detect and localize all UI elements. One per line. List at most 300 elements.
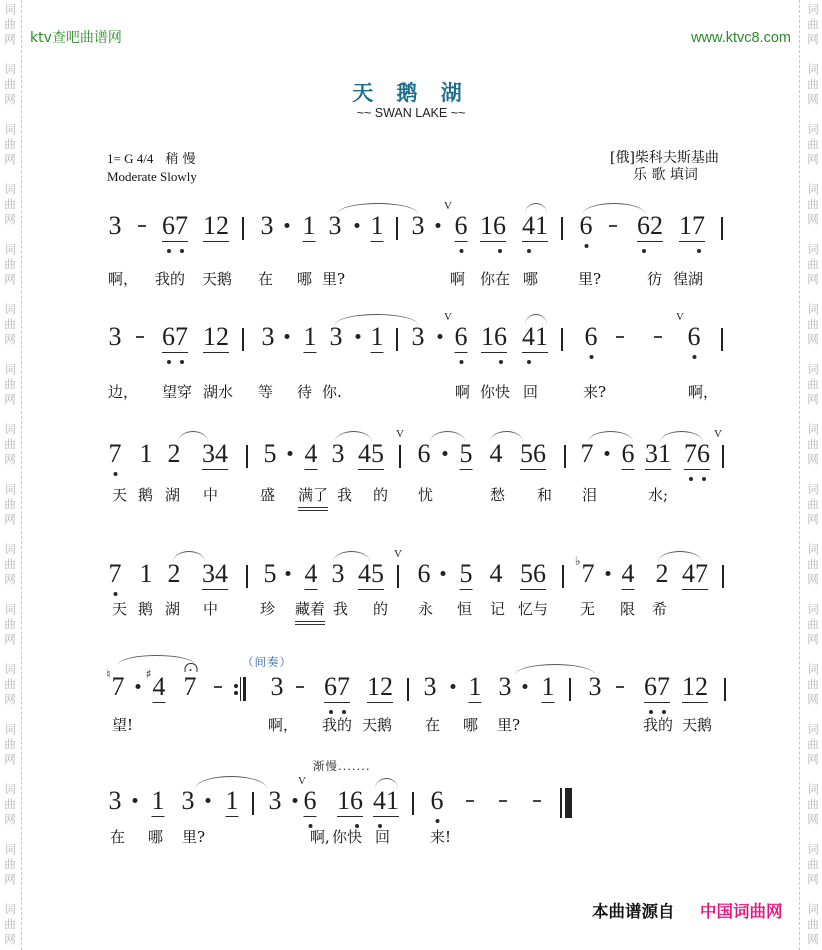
note xyxy=(520,441,546,467)
note xyxy=(109,441,122,467)
note-digit: 6 xyxy=(324,672,337,701)
site-brand: ktv查吧曲谱网 xyxy=(30,30,122,46)
key-signature-meter: 1= G 4/4 xyxy=(107,151,154,166)
note-digit: 1 xyxy=(658,439,671,468)
note xyxy=(481,324,507,350)
note-digit: 7 xyxy=(108,559,122,588)
barline xyxy=(246,565,248,588)
note-digit: 5 xyxy=(520,439,533,468)
slur-arc xyxy=(583,203,645,214)
note-digit: 1 xyxy=(139,559,153,588)
note xyxy=(542,674,555,700)
lyrics-line xyxy=(0,271,822,291)
lyric-word: 边， xyxy=(108,383,139,401)
lyric-word: 湖水 xyxy=(203,383,234,401)
final-barline xyxy=(560,788,572,818)
note-digit: 6 xyxy=(533,559,546,588)
lyric-word: 希 xyxy=(652,600,668,618)
note xyxy=(202,561,228,587)
augmentation-dot xyxy=(286,571,291,576)
augmentation-dot xyxy=(523,684,528,689)
lyric-word: 你快 xyxy=(480,383,511,401)
note-digit: 4 xyxy=(373,786,386,815)
note-digit: 5 xyxy=(371,559,384,588)
note-digit: 4 xyxy=(215,439,228,468)
lyric-word: 等 xyxy=(258,383,274,401)
lyric-word: 来? xyxy=(583,383,607,401)
barline xyxy=(396,217,398,240)
note-digit: 3 xyxy=(261,322,275,351)
watermark-char: 网 xyxy=(807,452,819,466)
lyric-word: 里? xyxy=(497,716,521,734)
lyric-word: 湖 xyxy=(165,600,181,618)
slur-arc xyxy=(660,431,703,442)
note-digit: 2 xyxy=(216,322,229,351)
watermark-char: 词 xyxy=(807,722,819,736)
watermark-char: 网 xyxy=(807,212,819,226)
note xyxy=(367,674,393,700)
note-digit: 7 xyxy=(175,322,188,351)
note-digit: 3 xyxy=(202,559,215,588)
lyric-word: 啊， xyxy=(688,383,719,401)
note-digit: 7 xyxy=(692,211,705,240)
score-line xyxy=(0,200,822,253)
lyric-word: 天鹅 xyxy=(362,716,393,734)
watermark-char: 曲 xyxy=(4,917,16,931)
lyric-word: 鹅 xyxy=(138,600,154,618)
watermark-char: 词 xyxy=(4,122,16,136)
note-digit: 3 xyxy=(329,322,343,351)
note-digit: 2 xyxy=(695,672,708,701)
lyric-word: 水; xyxy=(648,486,669,504)
watermark-char: 词 xyxy=(807,422,819,436)
breath-mark-icon: V xyxy=(444,200,452,212)
note xyxy=(637,213,663,239)
site-url: www.ktvc8.com xyxy=(691,30,791,46)
note-digit: 3 xyxy=(108,211,122,240)
note-digit: 6 xyxy=(493,211,506,240)
watermark-char: 词 xyxy=(807,242,819,256)
watermark-char: 网 xyxy=(807,632,819,646)
barline xyxy=(722,445,724,468)
note xyxy=(585,324,598,350)
note xyxy=(269,788,282,814)
watermark-char: 曲 xyxy=(4,677,16,691)
barline xyxy=(562,565,564,588)
lyric-word: 哪 xyxy=(148,828,164,846)
watermark-char: 网 xyxy=(807,152,819,166)
lyric-word: 哪 xyxy=(297,270,313,288)
note xyxy=(371,324,384,350)
note-digit: 7 xyxy=(111,672,125,701)
note-digit: 2 xyxy=(655,559,669,588)
note xyxy=(332,441,345,467)
breath-mark-icon: V xyxy=(394,548,402,560)
lyric-word: 无 xyxy=(580,600,596,618)
note-digit: 3 xyxy=(268,786,282,815)
watermark-char: 曲 xyxy=(4,377,16,391)
note xyxy=(324,674,350,700)
watermark-char: 网 xyxy=(807,272,819,286)
note xyxy=(162,324,188,350)
lyric-word: 里? xyxy=(182,828,206,846)
lyric-word: 永 xyxy=(418,600,434,618)
note xyxy=(109,788,122,814)
note-digit: 5 xyxy=(263,439,277,468)
watermark-char: 网 xyxy=(4,512,16,526)
note-digit: 6 xyxy=(162,211,175,240)
note-digit: 1 xyxy=(480,211,493,240)
lyric-word: 天鹅 xyxy=(202,270,233,288)
lyric-word: 记 xyxy=(490,600,506,618)
note xyxy=(480,213,506,239)
watermark-char: 网 xyxy=(807,932,819,946)
note xyxy=(330,324,343,350)
note xyxy=(109,213,122,239)
note-digit: 3 xyxy=(331,439,345,468)
extension-dash xyxy=(499,800,507,802)
lyric-word: 忆与 xyxy=(518,600,549,618)
note xyxy=(682,561,708,587)
note xyxy=(305,441,318,467)
watermark-char: 曲 xyxy=(807,677,819,691)
lyric-word: 限 xyxy=(620,600,636,618)
note-digit: 6 xyxy=(454,211,468,240)
note xyxy=(580,213,593,239)
lyric-word: 待 xyxy=(297,383,313,401)
watermark-char: 曲 xyxy=(4,557,16,571)
lyric-word: 在 xyxy=(425,716,441,734)
breath-mark-icon: V xyxy=(444,311,452,323)
note-digit: 1 xyxy=(337,786,350,815)
sharp-icon: ♯ xyxy=(145,667,152,681)
watermark-char: 曲 xyxy=(807,497,819,511)
augmentation-dot xyxy=(285,223,290,228)
note-digit: 7 xyxy=(175,211,188,240)
lyric-word: 你在 xyxy=(480,270,511,288)
extension-dash xyxy=(616,336,624,338)
watermark-char: 词 xyxy=(807,842,819,856)
watermark-char: 网 xyxy=(4,752,16,766)
lyric-word: 啊 xyxy=(450,270,466,288)
lyric-word: 你. xyxy=(322,383,342,401)
barline xyxy=(564,445,566,468)
note-digit: 2 xyxy=(650,211,663,240)
lyric-word: 哪 xyxy=(463,716,479,734)
note-digit: 1 xyxy=(139,439,153,468)
note-digit: 7 xyxy=(695,559,708,588)
note-digit: 6 xyxy=(417,439,431,468)
watermark-char: 网 xyxy=(807,392,819,406)
score-line xyxy=(0,548,822,601)
slur-arc xyxy=(525,314,547,325)
lyric-word: 望! xyxy=(112,716,134,734)
lyric-word: 我的 xyxy=(322,716,353,734)
note xyxy=(520,561,546,587)
extension-dash xyxy=(654,336,662,338)
note-digit: 1 xyxy=(302,211,316,240)
note xyxy=(455,213,468,239)
note xyxy=(261,213,274,239)
note xyxy=(455,324,468,350)
note xyxy=(645,441,671,467)
watermark-char: 曲 xyxy=(807,617,819,631)
score-annotation: （间奏） xyxy=(242,655,292,669)
watermark-char: 曲 xyxy=(807,557,819,571)
extension-dash xyxy=(214,686,222,688)
note-digit: 3 xyxy=(498,672,512,701)
watermark-char: 词 xyxy=(807,902,819,916)
watermark-char: 词 xyxy=(4,902,16,916)
watermark-char: 网 xyxy=(807,512,819,526)
watermark-char: 曲 xyxy=(807,17,819,31)
lyric-word: 鹅 xyxy=(138,486,154,504)
watermark-char: 曲 xyxy=(807,917,819,931)
watermark-char: 词 xyxy=(4,662,16,676)
slur-arc xyxy=(333,551,370,562)
lyric-word: 我的 xyxy=(643,716,674,734)
note xyxy=(109,324,122,350)
note xyxy=(226,788,239,814)
slur-arc xyxy=(588,431,633,442)
watermark-char: 网 xyxy=(4,392,16,406)
note-digit: 2 xyxy=(167,439,181,468)
barline xyxy=(722,565,724,588)
watermark-char: 曲 xyxy=(4,437,16,451)
extension-dash xyxy=(533,800,541,802)
augmentation-dot xyxy=(441,571,446,576)
watermark-char: 曲 xyxy=(807,857,819,871)
watermark-char: 曲 xyxy=(807,317,819,331)
note-digit: 7 xyxy=(581,559,595,588)
lyrics-line xyxy=(0,829,822,849)
slur-arc xyxy=(195,776,267,789)
extension-dash xyxy=(296,686,304,688)
slur-arc xyxy=(658,551,702,562)
natural-icon: ♮ xyxy=(106,667,111,681)
lyric-word: 忧 xyxy=(418,486,434,504)
note xyxy=(682,674,708,700)
note-digit: 1 xyxy=(682,672,695,701)
extension-dash xyxy=(616,686,624,688)
note xyxy=(337,788,363,814)
watermark-char: 词 xyxy=(807,602,819,616)
breath-mark-icon: V xyxy=(396,428,404,440)
extension-dash xyxy=(466,800,474,802)
watermark-char: 词 xyxy=(4,62,16,76)
lyric-word: 藏着 xyxy=(295,600,326,618)
lyric-word: 回 xyxy=(523,383,539,401)
watermark-char: 词 xyxy=(4,362,16,376)
note xyxy=(522,213,548,239)
barline xyxy=(246,445,248,468)
watermark-char: 曲 xyxy=(4,77,16,91)
score-line xyxy=(0,428,822,481)
song-title: 天 鹅 湖 xyxy=(352,81,470,105)
watermark-char: 词 xyxy=(807,302,819,316)
watermark-char: 网 xyxy=(807,332,819,346)
lyric-word: 啊, xyxy=(310,828,330,846)
lyric-word: 满了 xyxy=(298,486,329,504)
watermark-char: 曲 xyxy=(4,797,16,811)
note xyxy=(106,667,125,701)
watermark-char: 词 xyxy=(807,782,819,796)
watermark-char: 词 xyxy=(4,2,16,16)
note xyxy=(688,324,701,350)
note xyxy=(469,674,482,700)
composer-credit: [俄]柴科夫斯基曲 xyxy=(610,150,719,166)
watermark-char: 词 xyxy=(807,662,819,676)
note xyxy=(522,324,548,350)
lyrics-line xyxy=(0,717,822,737)
watermark-char: 网 xyxy=(4,332,16,346)
barline xyxy=(721,217,723,240)
note-digit: 6 xyxy=(584,322,598,351)
note xyxy=(490,441,503,467)
note-digit: 3 xyxy=(645,439,658,468)
note xyxy=(168,441,181,467)
note-digit: 6 xyxy=(637,211,650,240)
watermark-char: 网 xyxy=(4,932,16,946)
watermark-char: 词 xyxy=(807,122,819,136)
watermark-char: 词 xyxy=(807,182,819,196)
note xyxy=(460,561,473,587)
lyric-word: 中 xyxy=(203,600,219,618)
watermark-char: 曲 xyxy=(807,377,819,391)
watermark-char: 曲 xyxy=(807,737,819,751)
watermark-char: 网 xyxy=(807,92,819,106)
note-digit: 3 xyxy=(260,211,274,240)
note-digit: 4 xyxy=(522,322,535,351)
note-digit: 7 xyxy=(183,672,197,701)
note xyxy=(412,324,425,350)
breath-mark-icon: V xyxy=(714,428,722,440)
augmentation-dot xyxy=(436,223,441,228)
barline xyxy=(252,792,254,815)
note-digit: 6 xyxy=(621,439,635,468)
note xyxy=(264,561,277,587)
lyric-word: 啊， xyxy=(108,270,139,288)
lyric-word: 我的 xyxy=(155,270,186,288)
slur-arc xyxy=(430,431,465,442)
note xyxy=(684,441,710,467)
watermark-char: 曲 xyxy=(807,437,819,451)
watermark-char: 词 xyxy=(4,722,16,736)
barline xyxy=(242,328,244,351)
lyric-word: 我 xyxy=(333,600,349,618)
note xyxy=(262,324,275,350)
slur-arc xyxy=(335,314,418,325)
note-digit: 1 xyxy=(481,322,494,351)
lyric-word: 的 xyxy=(373,600,389,618)
note-digit: 1 xyxy=(370,211,384,240)
song-subtitle: ~~ SWAN LAKE ~~ xyxy=(356,106,466,120)
note-digit: 3 xyxy=(328,211,342,240)
breath-mark-icon: V xyxy=(298,775,306,787)
note xyxy=(656,561,669,587)
note-digit: 5 xyxy=(459,559,473,588)
lyric-word: 天 xyxy=(112,600,128,618)
note-digit: 3 xyxy=(423,672,437,701)
tempo-chinese: 稍 慢 xyxy=(165,152,196,167)
watermark-char: 曲 xyxy=(807,797,819,811)
tempo-english: Moderate Slowly xyxy=(107,169,197,184)
note xyxy=(358,441,384,467)
note xyxy=(460,441,473,467)
note-digit: 6 xyxy=(494,322,507,351)
note xyxy=(358,561,384,587)
note-digit: 4 xyxy=(358,559,371,588)
watermark-char: 网 xyxy=(4,452,16,466)
augmentation-dot xyxy=(285,334,290,339)
lyric-word: 里? xyxy=(322,270,346,288)
augmentation-dot xyxy=(355,223,360,228)
note xyxy=(145,667,166,701)
note xyxy=(304,788,317,814)
slur-arc xyxy=(173,551,205,562)
note xyxy=(303,213,316,239)
watermark-char: 网 xyxy=(4,32,16,46)
note xyxy=(202,441,228,467)
note xyxy=(182,788,195,814)
note-digit: 1 xyxy=(151,786,165,815)
lyric-word: 的 xyxy=(373,486,389,504)
note-digit: 4 xyxy=(489,439,503,468)
barline xyxy=(569,678,571,701)
note xyxy=(184,674,197,700)
note-digit: 2 xyxy=(216,211,229,240)
note xyxy=(305,561,318,587)
note xyxy=(373,788,399,814)
slur-arc xyxy=(335,431,372,442)
note-digit: 7 xyxy=(580,439,594,468)
watermark-char: 曲 xyxy=(807,197,819,211)
note-digit: 1 xyxy=(203,322,216,351)
note-digit: 6 xyxy=(162,322,175,351)
note xyxy=(140,441,153,467)
note-digit: 6 xyxy=(533,439,546,468)
note-digit: 6 xyxy=(644,672,657,701)
note-digit: 4 xyxy=(522,211,535,240)
watermark-char: 词 xyxy=(4,542,16,556)
lyrics-line xyxy=(0,601,822,621)
lyric-word: 天鹅 xyxy=(682,716,713,734)
watermark-char: 曲 xyxy=(4,137,16,151)
extension-dash xyxy=(138,225,146,227)
watermark-char: 网 xyxy=(807,812,819,826)
watermark-char: 网 xyxy=(4,692,16,706)
watermark-char: 网 xyxy=(4,632,16,646)
watermark-char: 曲 xyxy=(4,17,16,31)
note-digit: 4 xyxy=(152,672,166,701)
note-digit: 3 xyxy=(108,786,122,815)
watermark-char: 曲 xyxy=(4,617,16,631)
breath-mark-icon: V xyxy=(676,311,684,323)
note xyxy=(679,213,705,239)
note-digit: 3 xyxy=(181,786,195,815)
barline xyxy=(721,328,723,351)
note-digit: 1 xyxy=(535,211,548,240)
slur-arc xyxy=(515,664,595,675)
lyrics-line xyxy=(0,384,822,404)
score-line xyxy=(0,759,822,828)
lyric-word: 啊 xyxy=(455,383,471,401)
barline xyxy=(561,328,563,351)
augmentation-dot xyxy=(606,571,611,576)
watermark-char: 网 xyxy=(4,272,16,286)
note xyxy=(490,561,503,587)
augmentation-dot xyxy=(443,451,448,456)
